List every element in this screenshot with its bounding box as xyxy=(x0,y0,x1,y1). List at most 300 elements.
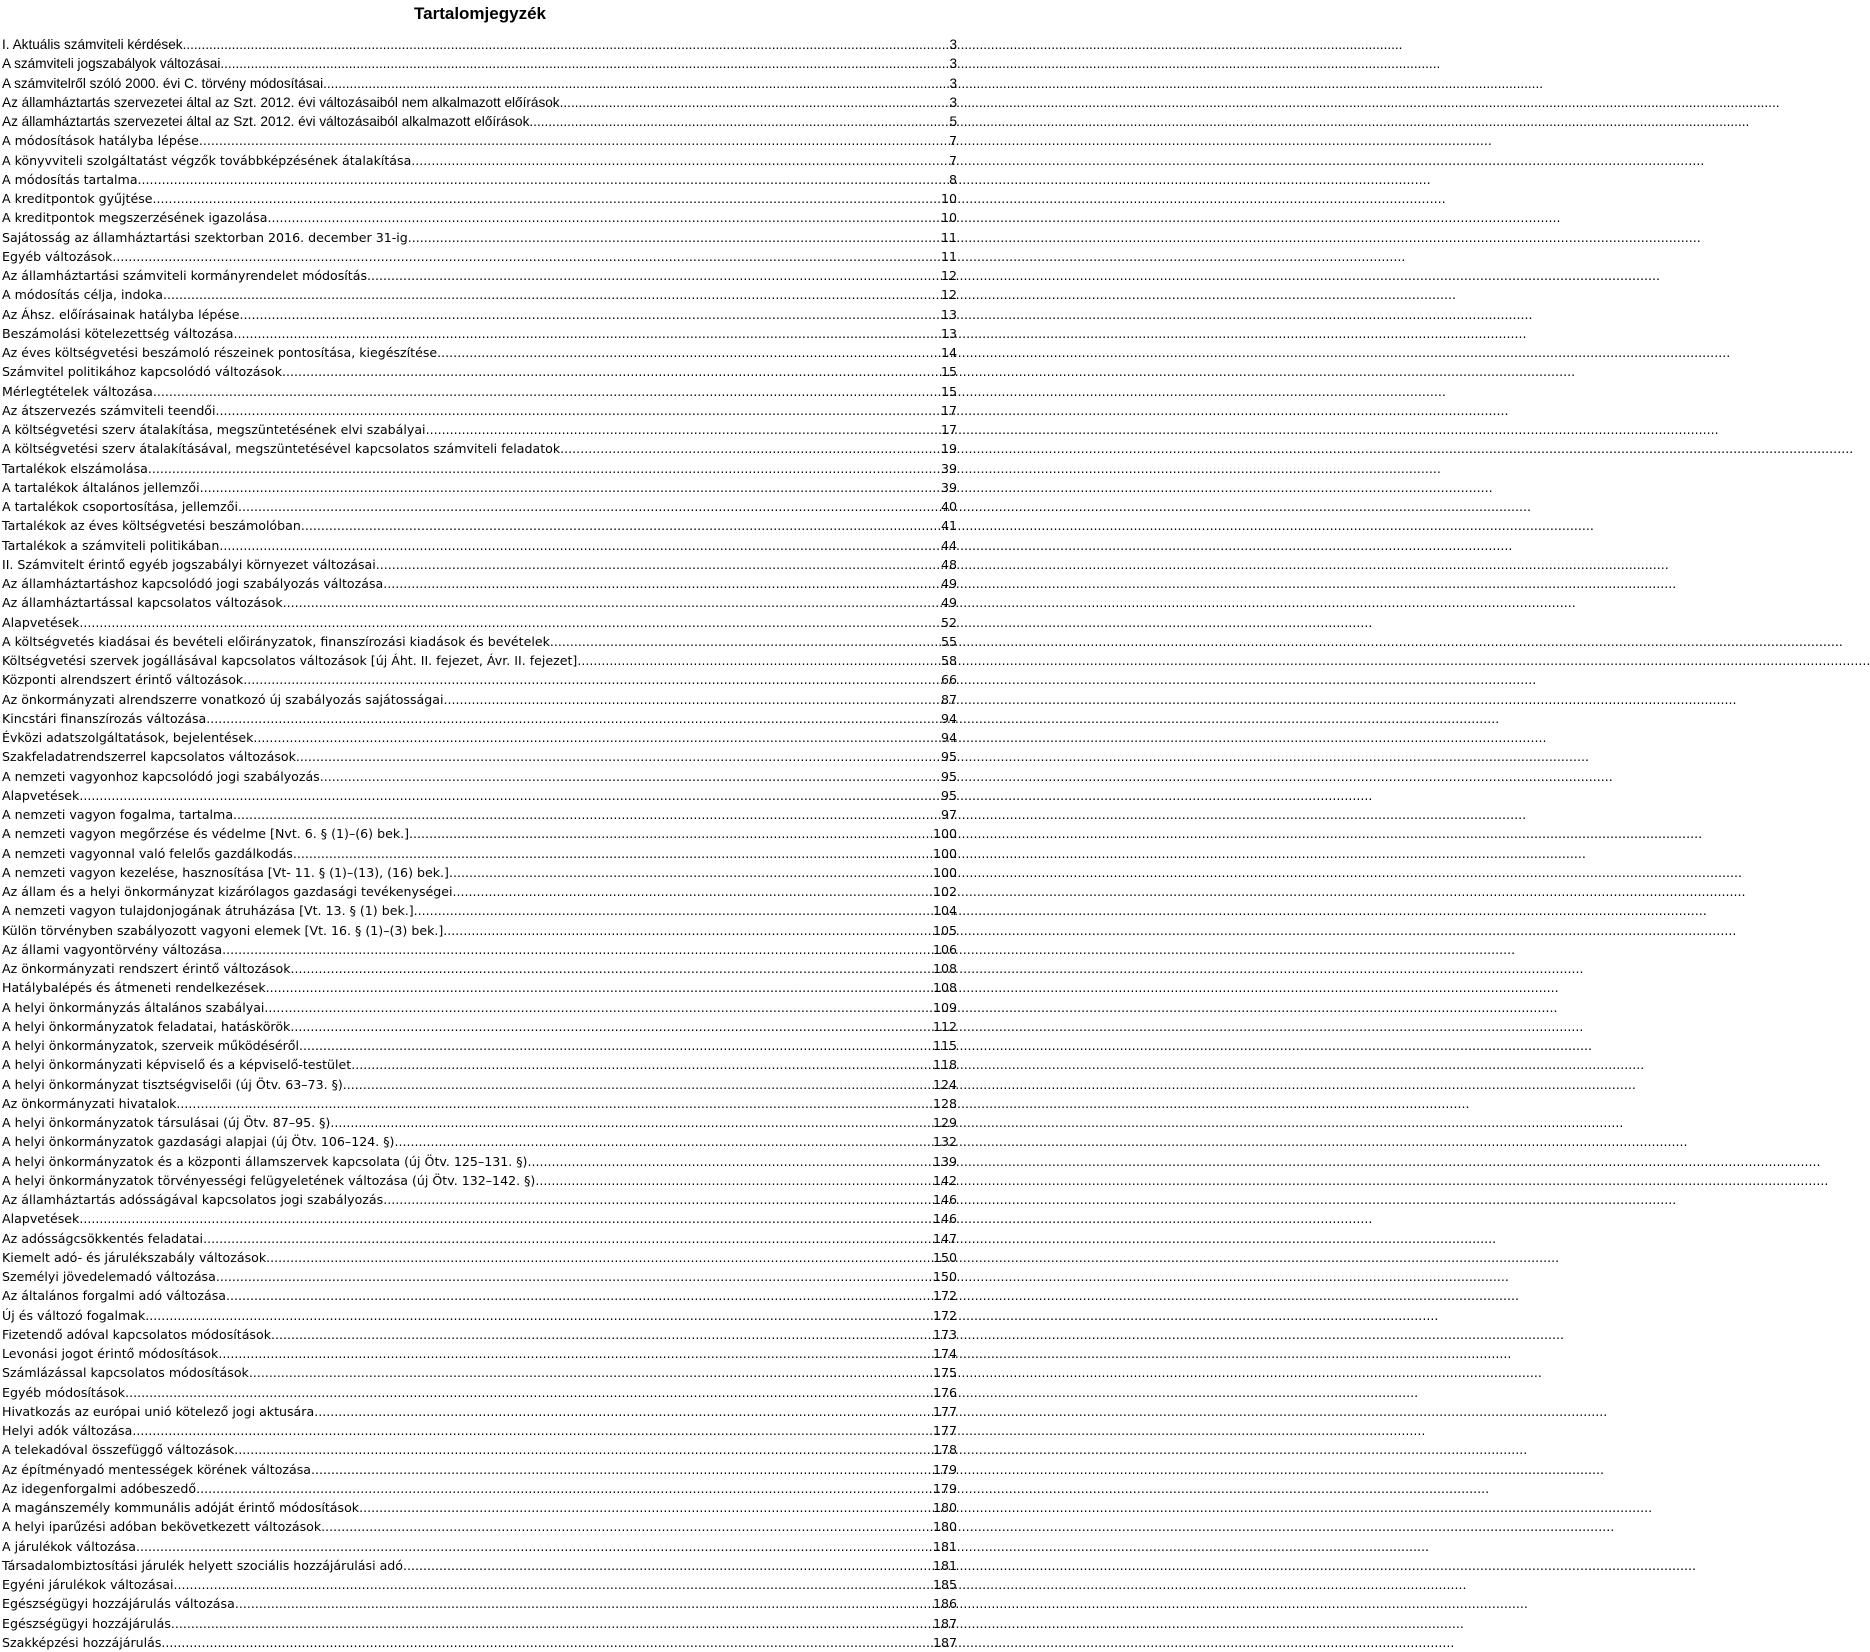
toc-dot-leader xyxy=(426,420,941,439)
toc-entry[interactable] xyxy=(2,921,957,940)
toc-dot-leader xyxy=(112,247,941,266)
toc-entry[interactable] xyxy=(2,439,957,458)
toc-entry-title: A tartalékok általános jellemzői xyxy=(2,479,200,495)
toc-dot-leader xyxy=(560,439,941,458)
toc-entry-title: Az államháztartás szervezetei által az Szt. 2012. évi változásaiból alkalmazott előírások xyxy=(2,114,530,129)
toc-entry[interactable] xyxy=(2,1017,957,1036)
toc-page-number: 132 xyxy=(932,1134,957,1150)
toc-entry-title: Helyi adók változása xyxy=(2,1423,133,1438)
toc-entry-title: A módosítások hatályba lépése xyxy=(2,133,199,149)
toc-entry[interactable] xyxy=(2,74,957,93)
toc-page-number: 12 xyxy=(940,287,957,303)
toc-page-number: 7 xyxy=(948,133,957,149)
toc-entry-title: Kiemelt adó- és járulékszabály változások xyxy=(2,1249,267,1265)
toc-entry-title: Az államháztartási számviteli kormányrendelet módosítás xyxy=(2,268,368,283)
toc-page-number: 177 xyxy=(932,1423,957,1438)
toc-dot-leader xyxy=(529,112,949,131)
toc-entry[interactable] xyxy=(2,35,957,54)
toc-page-number: 150 xyxy=(932,1249,957,1265)
toc-page-number: 94 xyxy=(940,710,957,726)
toc-page-number: 115 xyxy=(932,1038,957,1053)
toc-entry-title: II. Számvitelt érintő egyéb jogszabályi környezet változásai xyxy=(2,556,376,572)
toc-page-number: 17 xyxy=(940,402,957,418)
toc-entry[interactable] xyxy=(2,1325,957,1344)
toc-page-number: 105 xyxy=(932,922,957,938)
toc-entry[interactable] xyxy=(2,459,957,478)
toc-dot-leader xyxy=(216,1267,933,1286)
toc-dot-leader xyxy=(136,1537,933,1556)
toc-dot-leader xyxy=(359,1498,933,1517)
toc-entry[interactable] xyxy=(2,555,957,574)
toc-dot-leader xyxy=(203,1229,933,1248)
toc-page-number: 11 xyxy=(940,229,957,245)
toc-entry-title: Hatálybalépés és átmeneti rendelkezések xyxy=(2,980,266,996)
toc-entry[interactable] xyxy=(2,247,957,266)
toc-page-number: 128 xyxy=(932,1095,957,1111)
toc-dot-leader xyxy=(266,1248,933,1267)
toc-entry-title: A helyi önkormányzati képviselő és a képviselő-testület xyxy=(2,1057,352,1073)
toc-page-number: 10 xyxy=(940,191,957,206)
toc-dot-leader xyxy=(414,901,933,920)
toc-dot-leader xyxy=(171,1614,933,1633)
toc-dot-leader xyxy=(282,362,941,381)
toc-dot-leader xyxy=(148,459,941,478)
toc-entry[interactable] xyxy=(2,1306,957,1325)
toc-dot-leader xyxy=(79,786,941,805)
toc-entry-title: A költségvetési szerv átalakításával, megszüntetésével kapcsolatos számviteli feladatok xyxy=(2,441,561,457)
toc-page-number: 174 xyxy=(932,1346,957,1361)
toc-entry-title: A módosítás célja, indoka xyxy=(2,287,163,303)
toc-dot-leader xyxy=(132,1421,933,1440)
toc-dot-leader xyxy=(351,1055,933,1074)
toc-dot-leader xyxy=(183,35,950,54)
toc-dot-leader xyxy=(264,998,933,1017)
toc-entry-title: A nemzeti vagyon fogalma, tartalma xyxy=(2,807,234,822)
toc-entry[interactable] xyxy=(2,709,957,728)
toc-page-number: 181 xyxy=(932,1538,957,1554)
toc-page-number: 172 xyxy=(932,1307,957,1323)
toc-page-number: 10 xyxy=(940,210,957,226)
toc-dot-leader xyxy=(220,54,949,73)
toc-entry-title: Az önkormányzati rendszert érintő változások xyxy=(2,961,291,976)
toc-dot-leader xyxy=(408,228,941,247)
toc-page-number: 176 xyxy=(932,1384,957,1400)
toc-page-number: 8 xyxy=(948,171,957,187)
toc-entry[interactable] xyxy=(2,93,957,112)
toc-entry-title: Az általános forgalmi adó változása xyxy=(2,1288,226,1304)
toc-entry[interactable] xyxy=(2,1267,957,1286)
toc-entry[interactable] xyxy=(2,1556,957,1575)
toc-entry-title: Az önkormányzati alrendszerre vonatkozó új szabályozás sajátosságai xyxy=(2,691,444,707)
toc-dot-leader xyxy=(320,767,941,786)
toc-entry-title: A nemzeti vagyonnal való felelős gazdálkodás xyxy=(2,845,293,861)
toc-page-number: 15 xyxy=(940,364,957,380)
toc-entry[interactable] xyxy=(2,1363,957,1382)
toc-entry[interactable] xyxy=(2,978,957,997)
toc-entry[interactable] xyxy=(2,112,957,131)
toc-entry-title: A helyi önkormányzat tisztségviselői (új Ötv. 63–73. §) xyxy=(2,1076,343,1092)
toc-dot-leader xyxy=(376,555,941,574)
toc-entry[interactable] xyxy=(2,613,957,632)
toc-entry-title: Az adósságcsökkentés feladatai xyxy=(2,1230,204,1246)
toc-page-number: 66 xyxy=(940,672,957,688)
toc-entry[interactable] xyxy=(2,1094,957,1113)
toc-entry[interactable] xyxy=(2,305,957,324)
toc-entry[interactable] xyxy=(2,285,957,304)
toc-entry-title: A könyvviteli szolgáltatást végzők továbbképzésének átalakítása xyxy=(2,152,412,168)
toc-dot-leader xyxy=(409,824,933,843)
toc-entry[interactable] xyxy=(2,208,957,227)
toc-page-number: 44 xyxy=(940,537,957,553)
page-title: Tartalomjegyzék xyxy=(414,4,546,23)
toc-page-number: 187 xyxy=(932,1615,957,1631)
toc-page-number: 3 xyxy=(949,75,957,91)
toc-entry-title: I. Aktuális számviteli kérdések xyxy=(2,37,183,52)
toc-entry-title: Egyéb változások xyxy=(2,248,113,264)
toc-entry-title: A helyi önkormányzatok törvényességi felügyeletének változása (új Ötv. 132–142. §) xyxy=(2,1172,536,1188)
toc-dot-leader xyxy=(437,343,941,362)
toc-dot-leader xyxy=(249,1363,933,1382)
toc-page-number: 102 xyxy=(932,884,957,899)
toc-entry[interactable] xyxy=(2,1614,957,1633)
toc-page-number: 95 xyxy=(940,749,957,765)
toc-entry-title: Alapvetések xyxy=(2,787,80,803)
toc-entry[interactable] xyxy=(2,1537,957,1556)
toc-entry-title: Az Áhsz. előírásainak hatályba lépése xyxy=(2,306,240,322)
toc-entry[interactable] xyxy=(2,767,957,786)
toc-entry-title: Számvitel politikához kapcsolódó változások xyxy=(2,364,283,380)
toc-entry-title: A költségvetés kiadásai és bevételi előirányzatok, finanszírozási kiadások és bevételek xyxy=(2,633,550,649)
toc-entry[interactable] xyxy=(2,54,957,73)
toc-entry-title: Az éves költségvetési beszámoló részeinek pontosítása, kiegészítése xyxy=(2,345,438,360)
toc-entry-title: Hivatkozás az európai unió kötelező jogi aktusára xyxy=(2,1403,315,1419)
toc-entry[interactable] xyxy=(2,1152,957,1171)
toc-page-number: 7 xyxy=(948,152,957,168)
toc-dot-leader xyxy=(323,74,949,93)
toc-entry[interactable] xyxy=(2,882,957,901)
toc-dot-leader xyxy=(449,863,933,882)
toc-dot-leader xyxy=(216,401,941,420)
toc-dot-leader xyxy=(145,1306,933,1325)
toc-page-number: 55 xyxy=(940,633,957,649)
toc-dot-leader xyxy=(411,151,949,170)
toc-page-number: 104 xyxy=(932,903,957,919)
toc-dot-leader xyxy=(394,1132,933,1151)
toc-entry[interactable] xyxy=(2,844,957,863)
toc-entry-title: A helyi önkormányzatok feladatai, hatáskörök xyxy=(2,1018,291,1034)
toc-dot-leader xyxy=(403,1556,933,1575)
toc-page-number: 109 xyxy=(932,999,957,1015)
toc-page-number: 180 xyxy=(932,1500,957,1515)
toc-entry-title: Személyi jövedelemadó változása xyxy=(2,1269,216,1284)
toc-entry-title: A nemzeti vagyon kezelése, hasznosítása [Vt- 11. § (1)–(13), (16) bek.] xyxy=(2,864,449,880)
toc-entry[interactable] xyxy=(2,1421,957,1440)
toc-entry-title: Szakképzési hozzájárulás xyxy=(2,1634,162,1650)
toc-entry[interactable] xyxy=(2,266,957,285)
toc-entry[interactable] xyxy=(2,1594,957,1613)
toc-entry[interactable] xyxy=(2,1402,957,1421)
toc-entry-title: Beszámolási kötelezettség változása xyxy=(2,325,234,341)
toc-dot-leader xyxy=(301,516,941,535)
toc-dot-leader xyxy=(453,882,933,901)
toc-dot-leader xyxy=(383,574,941,593)
toc-dot-leader xyxy=(219,536,941,555)
toc-dot-leader xyxy=(550,632,941,651)
toc-page-number: 41 xyxy=(940,518,957,534)
toc-dot-leader xyxy=(163,285,941,304)
toc-page-number: 49 xyxy=(940,576,957,591)
toc-page-number: 106 xyxy=(932,941,957,957)
toc-dot-leader xyxy=(535,1171,933,1190)
toc-entry-title: Külön törvényben szabályozott vagyoni elemek [Vt. 16. § (1)–(3) bek.] xyxy=(2,922,444,938)
toc-entry[interactable] xyxy=(2,1171,957,1190)
toc-entry-title: Levonási jogot érintő módosítások xyxy=(2,1346,219,1361)
toc-dot-leader xyxy=(239,305,941,324)
toc-entry-title: Költségvetési szervek jogállásával kapcsolatos változások [új Áht. II. fejezet, Ávr. II. fejezet] xyxy=(2,653,578,668)
toc-page-number: 11 xyxy=(940,248,957,264)
toc-entry[interactable] xyxy=(2,1209,957,1228)
toc-entry-title: A helyi önkormányzatok és a központi államszervek kapcsolata (új Ötv. 125–131. §) xyxy=(2,1153,528,1169)
toc-entry[interactable] xyxy=(2,516,957,535)
toc-dot-leader xyxy=(271,1325,933,1344)
toc-entry-title: Évközi adatszolgáltatások, bejelentések xyxy=(2,730,254,745)
toc-dot-leader xyxy=(321,1517,933,1536)
toc-entry[interactable] xyxy=(2,824,957,843)
toc-entry-title: Számlázással kapcsolatos módosítások xyxy=(2,1365,249,1381)
toc-dot-leader xyxy=(79,1209,933,1228)
toc-entry[interactable] xyxy=(2,786,957,805)
toc-entry-title: Az államháztartással kapcsolatos változások xyxy=(2,595,283,611)
toc-dot-leader xyxy=(79,613,941,632)
toc-dot-leader xyxy=(311,1460,933,1479)
toc-entry[interactable] xyxy=(2,170,957,189)
toc-page-number: 100 xyxy=(932,864,957,880)
toc-page-number: 186 xyxy=(932,1596,957,1612)
toc-entry[interactable] xyxy=(2,593,957,612)
toc-dot-leader xyxy=(527,1152,932,1171)
toc-dot-leader xyxy=(222,940,933,959)
toc-dot-leader xyxy=(291,959,933,978)
toc-entry-title: A nemzeti vagyonhoz kapcsolódó jogi szabályozás xyxy=(2,768,320,784)
toc-entry[interactable] xyxy=(2,401,957,420)
toc-entry-title: Az államháztartás adósságával kapcsolatos jogi szabályozás xyxy=(2,1192,384,1207)
toc-page-number: 52 xyxy=(940,614,957,630)
toc-dot-leader xyxy=(560,93,950,112)
toc-dot-leader xyxy=(138,170,949,189)
toc-page-number: 112 xyxy=(932,1018,957,1034)
toc-dot-leader xyxy=(196,1479,933,1498)
toc-page-number: 3 xyxy=(949,56,957,72)
toc-dot-leader xyxy=(253,728,941,747)
toc-dot-leader xyxy=(226,1286,933,1305)
toc-entry-title: Központi alrendszert érintő változások xyxy=(2,672,244,688)
toc-entry[interactable] xyxy=(2,863,957,882)
toc-entry-title: A helyi önkormányzás általános szabályai xyxy=(2,999,265,1015)
toc-dot-leader xyxy=(293,844,933,863)
toc-entry-title: A kreditpontok megszerzésének igazolása xyxy=(2,210,268,226)
toc-page-number: 13 xyxy=(940,325,957,341)
toc-entry[interactable] xyxy=(2,1055,957,1074)
toc-entry-title: Az önkormányzati hivatalok xyxy=(2,1095,177,1111)
toc-entry[interactable] xyxy=(2,690,957,709)
toc-page-number: 124 xyxy=(932,1076,957,1092)
toc-dot-leader xyxy=(235,1594,933,1613)
toc-page-number: 13 xyxy=(940,306,957,322)
toc-entry-title: A nemzeti vagyon megőrzése és védelme [Nvt. 6. § (1)–(6) bek.] xyxy=(2,826,410,842)
toc-entry[interactable] xyxy=(2,1113,957,1132)
toc-entry[interactable] xyxy=(2,1075,957,1094)
toc-page-number: 39 xyxy=(940,460,957,476)
toc-page-number: 48 xyxy=(940,556,957,572)
toc-entry[interactable] xyxy=(2,228,957,247)
toc-entry-title: A magánszemély kommunális adóját érintő módosítások xyxy=(2,1500,360,1515)
toc-entry-title: Egészségügyi hozzájárulás változása xyxy=(2,1596,235,1612)
toc-page-number: 118 xyxy=(932,1057,957,1073)
toc-entry-title: A telekadóval összefüggő változások xyxy=(2,1442,235,1458)
toc-entry-title: A költségvetési szerv átalakítása, megszüntetésének elvi szabályai xyxy=(2,422,426,437)
toc-page-number: 87 xyxy=(940,691,957,707)
toc-dot-leader xyxy=(343,1075,933,1094)
toc-dot-leader xyxy=(443,921,933,940)
toc-page-number: 3 xyxy=(949,94,957,110)
toc-page-number: 94 xyxy=(940,730,957,745)
toc-page-number: 97 xyxy=(940,807,957,822)
toc-page-number: 146 xyxy=(932,1211,957,1227)
toc-page-number: 17 xyxy=(940,422,957,437)
toc-entry-title: Az államháztartás szervezetei által az Szt. 2012. évi változásaiból nem alkalmazott előírások xyxy=(2,94,560,110)
toc-entry-title: Tartalékok elszámolása xyxy=(2,460,148,476)
toc-dot-leader xyxy=(296,747,941,766)
toc-dot-leader xyxy=(443,690,941,709)
toc-page-number: 177 xyxy=(932,1403,957,1419)
toc-page-number: 178 xyxy=(932,1442,957,1458)
toc-entry[interactable] xyxy=(2,1229,957,1248)
toc-page-number: 146 xyxy=(932,1192,957,1207)
toc-dot-leader xyxy=(266,978,933,997)
toc-entry[interactable] xyxy=(2,805,957,824)
toc-page-number: 187 xyxy=(932,1634,957,1650)
toc-page-number: 19 xyxy=(940,441,957,457)
toc-entry[interactable] xyxy=(2,343,957,362)
toc-page-number: 179 xyxy=(932,1461,957,1477)
toc-entry-title: Társadalombiztosítási járulék helyett szociális hozzájárulási adó xyxy=(2,1557,403,1573)
toc-entry-title: A járulékok változása xyxy=(2,1538,137,1554)
toc-entry[interactable] xyxy=(2,324,957,343)
toc-page-number: 3 xyxy=(949,37,957,52)
toc-entry[interactable] xyxy=(2,1479,957,1498)
toc-entry[interactable] xyxy=(2,998,957,1017)
toc-entry[interactable] xyxy=(2,1383,957,1402)
toc-dot-leader xyxy=(283,593,941,612)
toc-page-number: 180 xyxy=(932,1519,957,1535)
toc-page-number: 173 xyxy=(932,1326,957,1342)
toc-entry[interactable] xyxy=(2,1132,957,1151)
toc-entry[interactable] xyxy=(2,728,957,747)
toc-entry[interactable] xyxy=(2,382,957,401)
toc-entry[interactable] xyxy=(2,1498,957,1517)
toc-dot-leader xyxy=(238,497,941,516)
toc-page-number: 49 xyxy=(940,595,957,611)
toc-entry[interactable] xyxy=(2,189,957,208)
toc-entry[interactable] xyxy=(2,747,957,766)
toc-entry-title: Az átszervezés számviteli teendői xyxy=(2,402,216,418)
toc-entry[interactable] xyxy=(2,131,957,150)
toc-entry-title: A helyi önkormányzatok társulásai (új Ötv. 87–95. §) xyxy=(2,1115,331,1130)
toc-dot-leader xyxy=(153,189,941,208)
toc-entry-title: Tartalékok az éves költségvetési beszámolóban xyxy=(2,518,301,534)
toc-entry[interactable] xyxy=(2,1460,957,1479)
toc-entry-title: Mérlegtételek változása xyxy=(2,383,153,399)
toc-dot-leader xyxy=(233,805,941,824)
toc-entry[interactable] xyxy=(2,1036,957,1055)
toc-entry[interactable] xyxy=(2,1575,957,1594)
toc-page-number: 179 xyxy=(932,1480,957,1496)
toc-dot-leader xyxy=(218,1344,933,1363)
toc-entry[interactable] xyxy=(2,151,957,170)
toc-dot-leader xyxy=(314,1402,933,1421)
toc-entry[interactable] xyxy=(2,1633,957,1652)
toc-entry[interactable] xyxy=(2,497,957,516)
toc-page-number: 5 xyxy=(949,114,957,129)
toc-entry[interactable] xyxy=(2,362,957,381)
toc-entry[interactable] xyxy=(2,574,957,593)
toc-entry[interactable] xyxy=(2,940,957,959)
toc-page-number: 95 xyxy=(940,787,957,803)
toc-dot-leader xyxy=(199,131,949,150)
toc-entry[interactable] xyxy=(2,1190,957,1209)
toc-dot-leader xyxy=(233,324,940,343)
toc-page-number: 108 xyxy=(932,980,957,996)
toc-entry[interactable] xyxy=(2,536,957,555)
toc-entry-title: A helyi önkormányzatok, szerveik működéséről xyxy=(2,1038,300,1053)
table-of-contents xyxy=(2,35,957,1652)
toc-entry[interactable] xyxy=(2,1286,957,1305)
toc-page-number: 129 xyxy=(932,1115,957,1130)
toc-entry-title: A helyi önkormányzatok gazdasági alapjai (új Ötv. 106–124. §) xyxy=(2,1134,395,1150)
toc-entry-title: Sajátosság az államháztartási szektorban 2016. december 31-ig xyxy=(2,229,408,245)
toc-dot-leader xyxy=(200,478,941,497)
toc-entry[interactable] xyxy=(2,670,957,689)
toc-entry[interactable] xyxy=(2,1440,957,1459)
toc-entry[interactable] xyxy=(2,651,957,670)
toc-entry[interactable] xyxy=(2,1248,957,1267)
toc-entry[interactable] xyxy=(2,1517,957,1536)
toc-page-number: 181 xyxy=(932,1557,957,1573)
toc-entry-title: Egyéb módosítások xyxy=(2,1384,126,1400)
toc-entry-title: A kreditpontok gyűjtése xyxy=(2,191,153,206)
toc-entry[interactable] xyxy=(2,901,957,920)
toc-dot-leader xyxy=(577,651,941,670)
toc-entry[interactable] xyxy=(2,1344,957,1363)
toc-entry-title: Az államháztartáshoz kapcsolódó jogi szabályozás változása xyxy=(2,576,384,591)
toc-entry[interactable] xyxy=(2,632,957,651)
toc-entry[interactable] xyxy=(2,478,957,497)
toc-page-number: 139 xyxy=(932,1153,957,1169)
toc-dot-leader xyxy=(174,1575,933,1594)
toc-page-number: 108 xyxy=(932,961,957,976)
toc-dot-leader xyxy=(290,1017,933,1036)
toc-dot-leader xyxy=(243,670,941,689)
toc-entry-title: Tartalékok a számviteli politikában xyxy=(2,537,220,553)
toc-entry-title: A módosítás tartalma xyxy=(2,171,138,187)
toc-entry[interactable] xyxy=(2,420,957,439)
toc-entry-title: Az állam és a helyi önkormányzat kizárólagos gazdasági tevékenységei xyxy=(2,884,453,899)
toc-entry[interactable] xyxy=(2,959,957,978)
toc-dot-leader xyxy=(161,1633,933,1652)
toc-entry-title: Egészségügyi hozzájárulás xyxy=(2,1615,171,1631)
toc-page-number: 58 xyxy=(940,653,957,668)
toc-page-number: 142 xyxy=(932,1172,957,1188)
